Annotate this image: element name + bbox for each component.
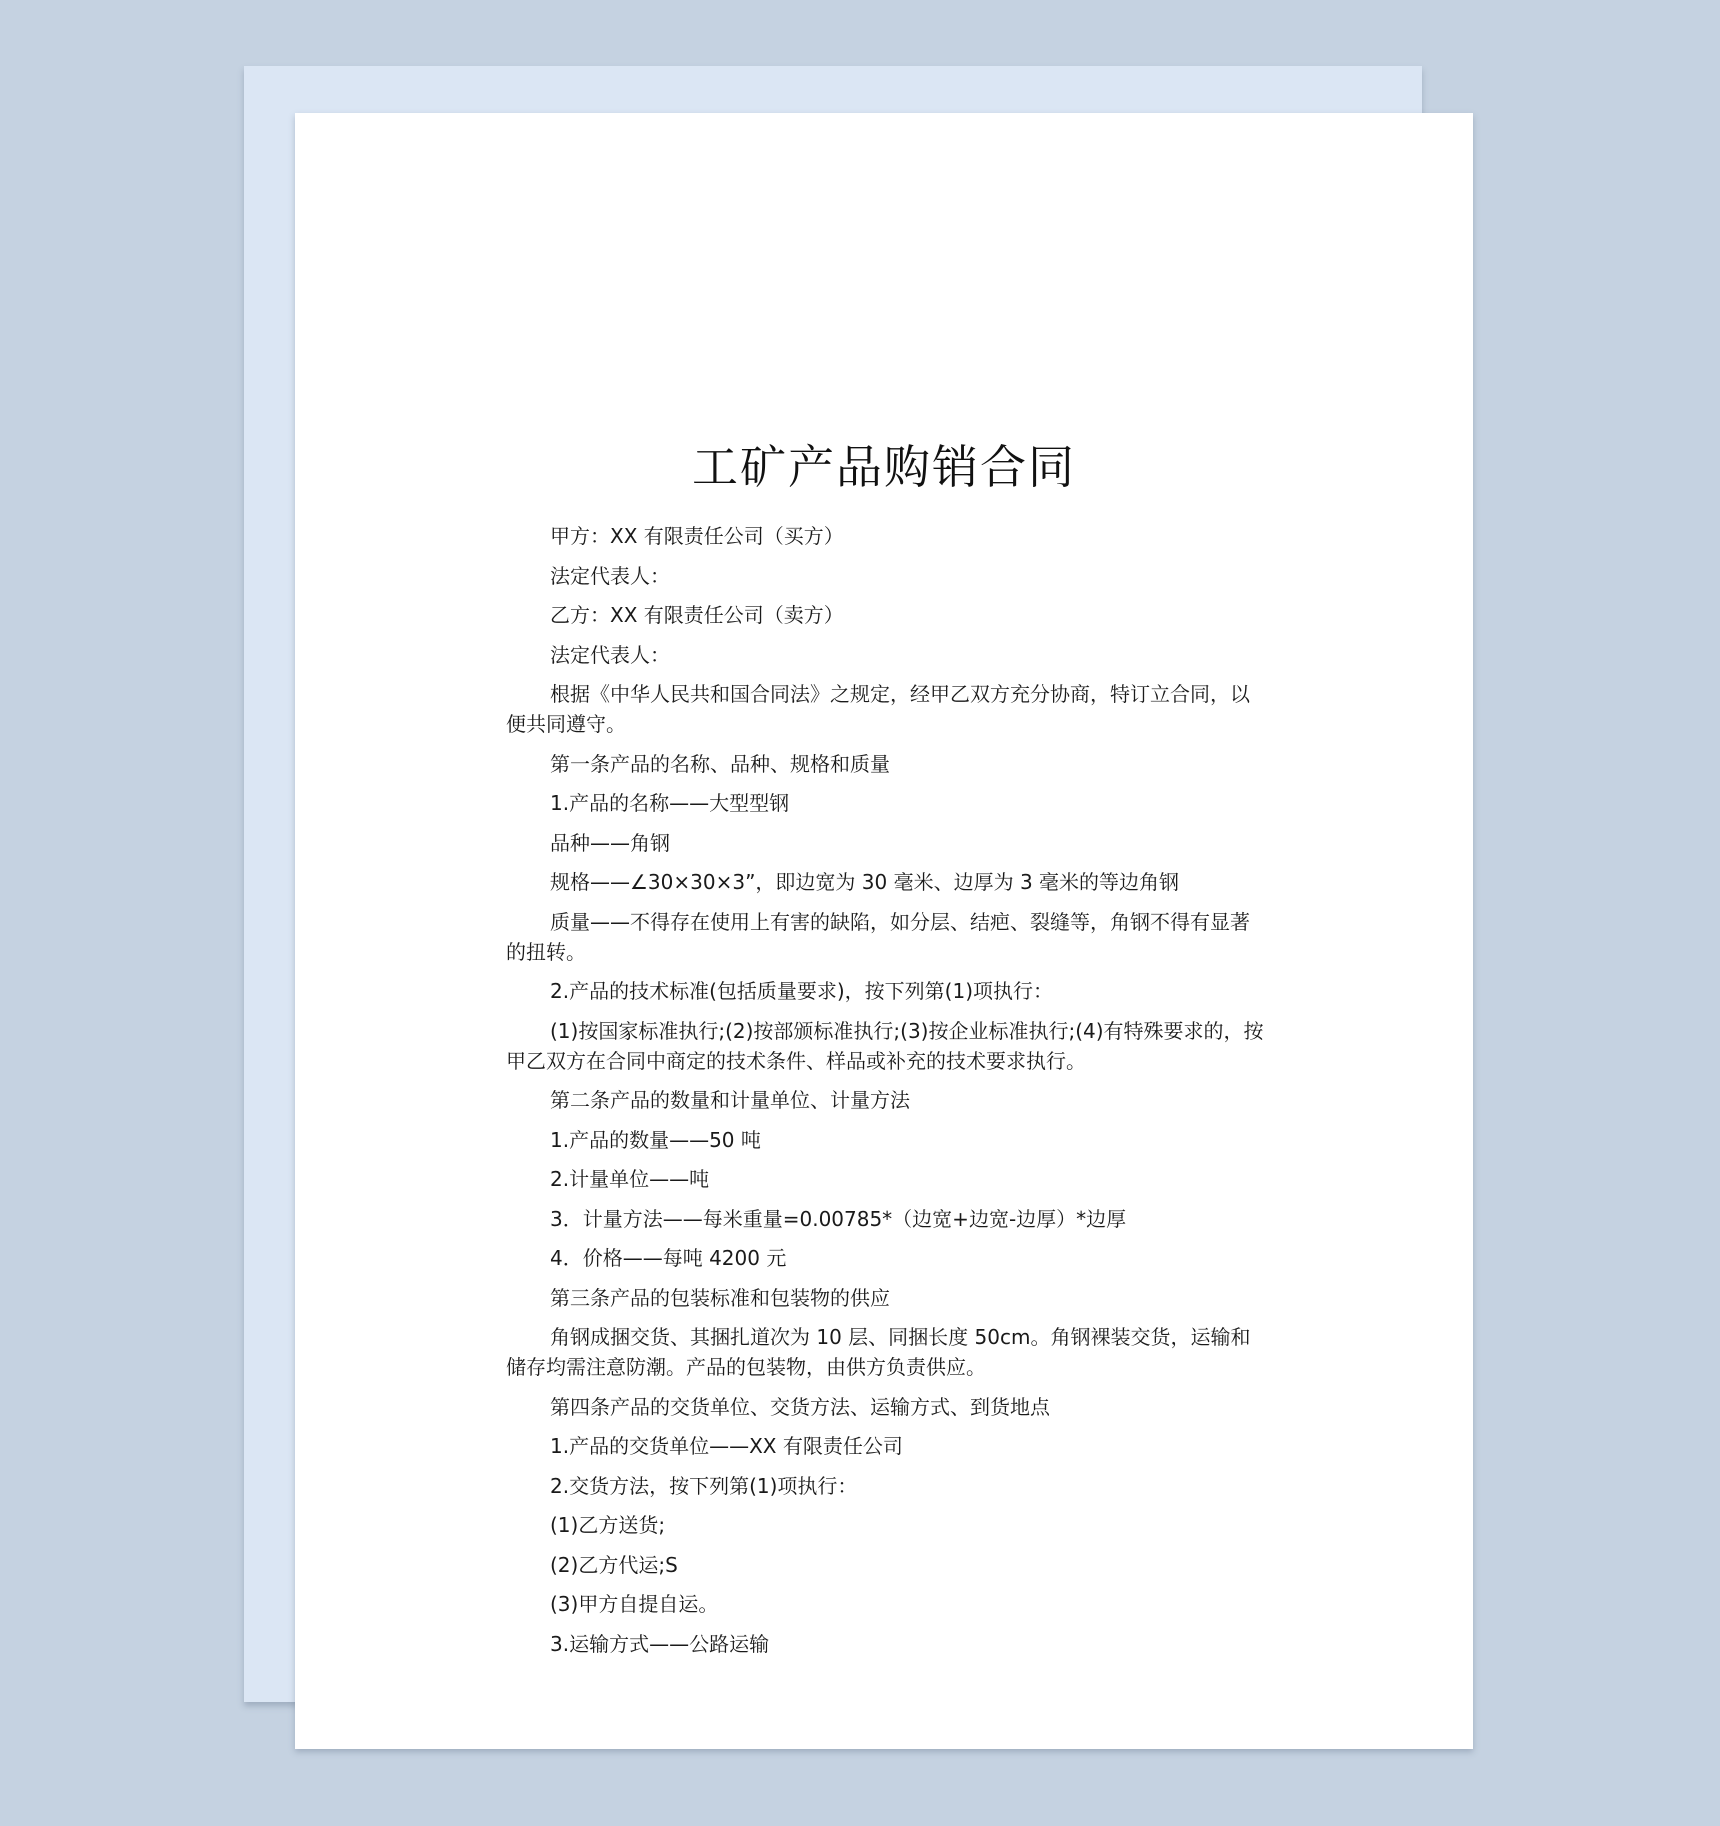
article-1-heading: 第一条产品的名称、品种、规格和质量 — [550, 751, 890, 776]
product-quality: 质量——不得存在使用上有害的缺陷，如分层、结疤、裂缝等，角钢不得有显著的扭转。 — [506, 909, 1250, 964]
delivery-option-3: (3)甲方自提自运。 — [550, 1592, 719, 1616]
preamble: 根据《中华人民共和国合同法》之规定，经甲乙双方充分协商，特订立合同，以便共同遵守。 — [506, 682, 1250, 736]
technical-standard: 2.产品的技术标准(包括质量要求)，按下列第(1)项执行： — [550, 979, 1054, 1003]
measurement-method: 3．计量方法——每米重量=0.00785*（边宽+边宽-边厚）*边厚 — [550, 1206, 1127, 1231]
technical-standard-options: (1)按国家标准执行;(2)按部颁标准执行;(3)按企业标准执行;(4)有特殊要求的，按甲乙双方在合同中商定的技术条件、样品或补充的技术要求执行。 — [506, 1018, 1264, 1073]
article-2-heading: 第二条产品的数量和计量单位、计量方法 — [550, 1088, 910, 1112]
delivery-option-1: (1)乙方送货; — [550, 1513, 666, 1537]
article-4-heading: 第四条产品的交货单位、交货方法、运输方式、到货地点 — [550, 1394, 1050, 1419]
product-name: 1.产品的名称——大型型钢 — [550, 791, 790, 815]
price: 4．价格——每吨 4200 元 — [550, 1246, 787, 1270]
article-3-heading: 第三条产品的包装标准和包装物的供应 — [550, 1285, 890, 1310]
party-b: 乙方：XX 有限责任公司（卖方） — [550, 603, 844, 627]
document-body — [506, 521, 1266, 1668]
party-b-representative: 法定代表人： — [550, 642, 670, 667]
transport-method: 3.运输方式——公路运输 — [550, 1631, 770, 1656]
product-variety: 品种——角钢 — [550, 830, 670, 855]
product-quantity: 1.产品的数量——50 吨 — [550, 1127, 761, 1152]
party-a: 甲方：XX 有限责任公司（买方） — [550, 524, 844, 548]
delivery-unit: 1.产品的交货单位——XX 有限责任公司 — [550, 1434, 903, 1458]
measurement-unit: 2.计量单位——吨 — [550, 1167, 710, 1191]
packaging-terms: 角钢成捆交货、其捆扎道次为 10 层、同捆长度 50cm。角钢裸装交货，运输和储存均需注意防潮。产品的包装物，由供方负责供应。 — [506, 1325, 1251, 1379]
document-title: 工矿产品购销合同 — [692, 440, 1076, 494]
contract-page — [295, 113, 1473, 1749]
party-a-representative: 法定代表人： — [550, 563, 670, 588]
delivery-method: 2.交货方法，按下列第(1)项执行： — [550, 1473, 858, 1498]
product-spec: 规格——∠30×30×3”，即边宽为 30 毫米、边厚为 3 毫米的等边角钢 — [550, 870, 1180, 894]
delivery-option-2: (2)乙方代运;S — [550, 1552, 678, 1577]
